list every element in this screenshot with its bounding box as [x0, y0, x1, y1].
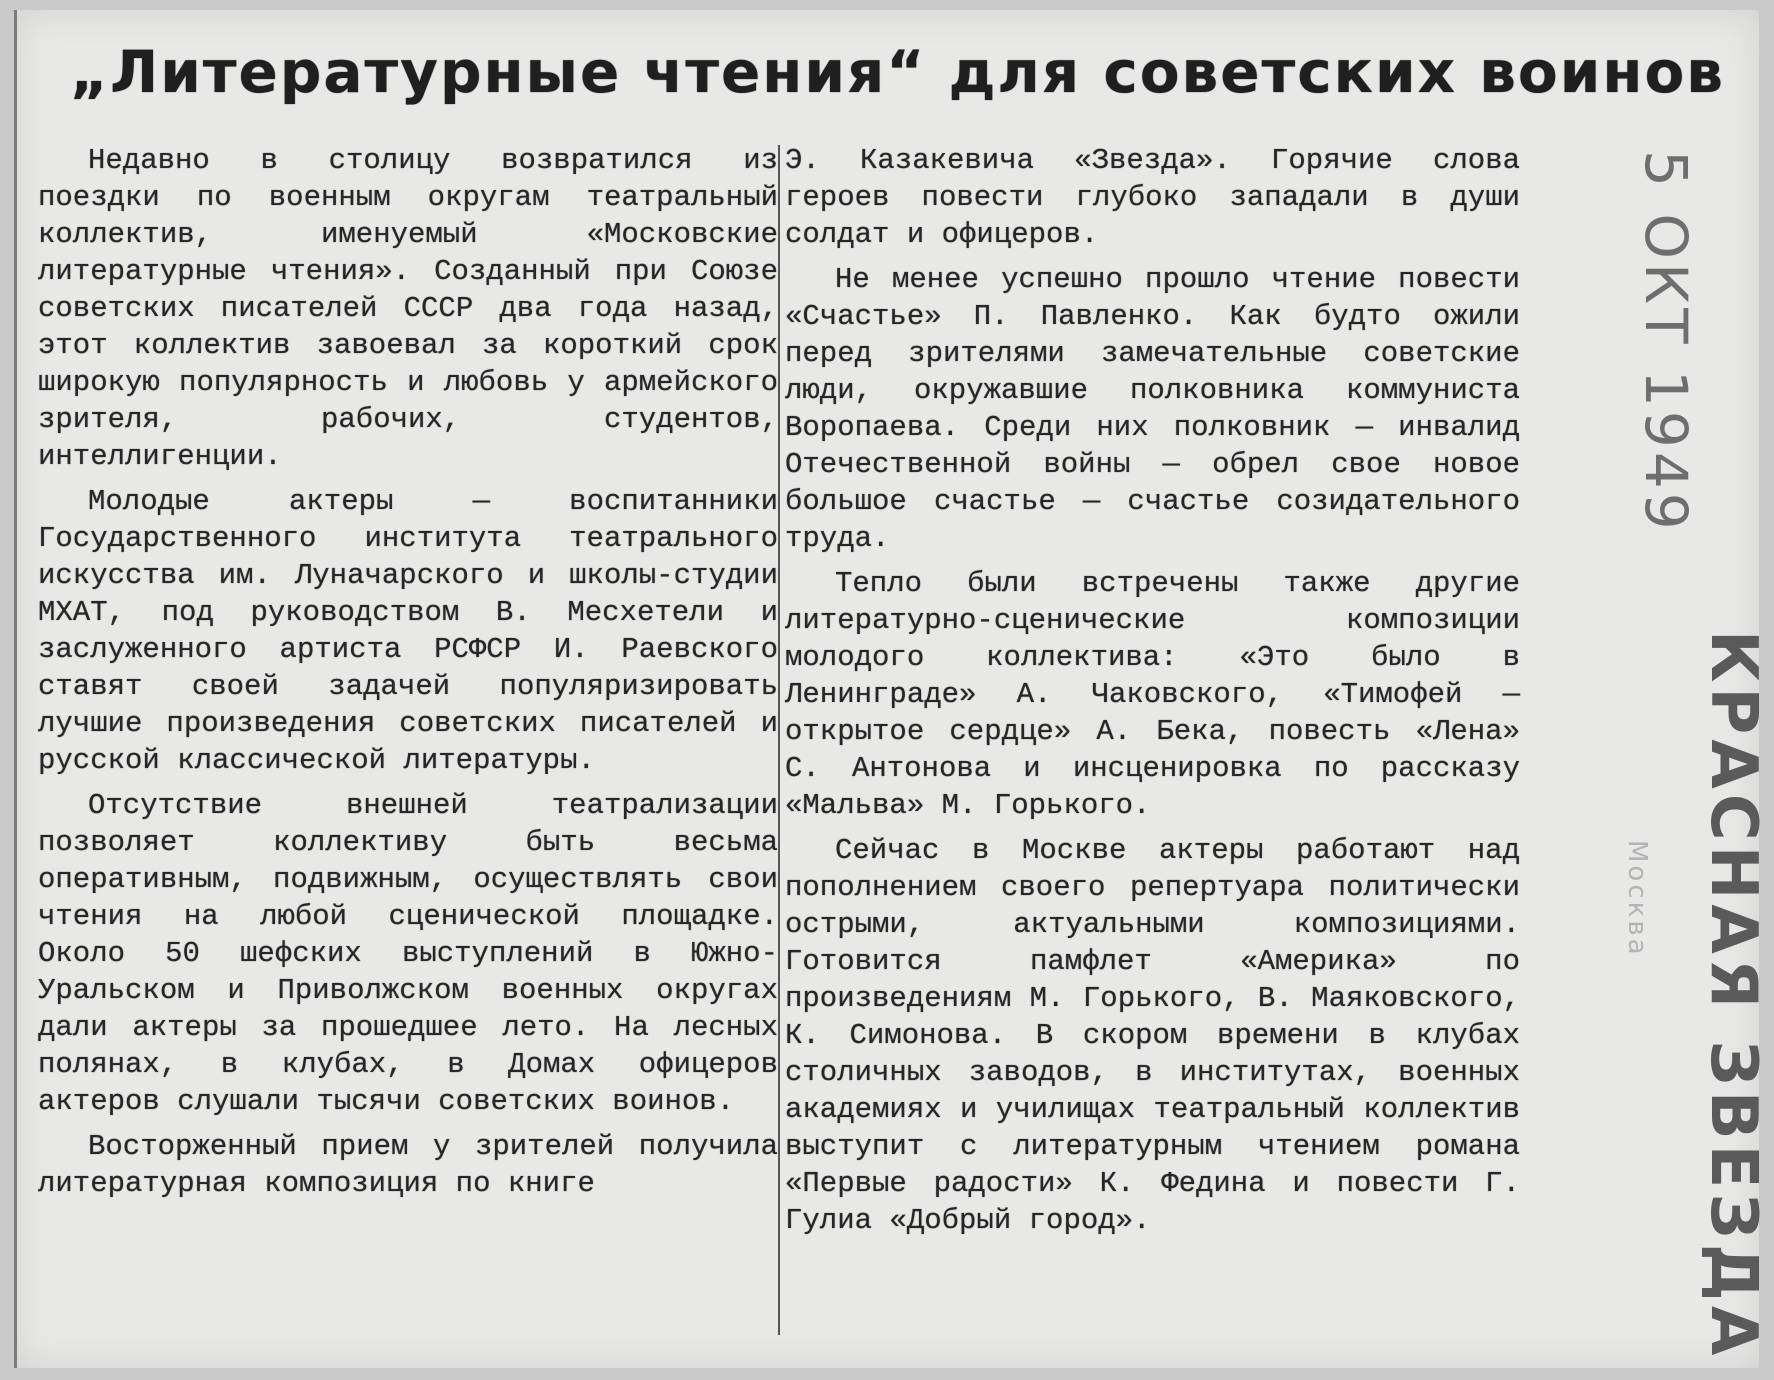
clipping-edge	[14, 10, 17, 1368]
paragraph: Молодые актеры — воспитанники Государственного института театрального искусства им. Луначарского и школы-студии МХАТ, под руководством В. Месхетели и заслуженного артиста РСФСР И. Раевского ставят своей задачей популяризировать лучшие произведения советских писателей и русской классической литературы.	[38, 485, 778, 777]
article-right-column	[785, 142, 1520, 1247]
paragraph: Тепло были встречены также другие литературно-сценические композиции молодого коллектива: «Это было в Ленинграде» А. Чаковского, «Тимофей — открытое сердце» А. Бека, повесть «Лена» С. Антонова и инсценировка по рассказу «Мальва» М. Горького.	[785, 567, 1520, 822]
article-left-column	[38, 142, 778, 1210]
paragraph: Отсутствие внешней театрализации позволяет коллективу быть весьма оперативным, подвижным, осуществлять свои чтения на любой сценической площадке. Около 50 шефских выступлений в Южно-Уральском и Приволжском военных округах дали актеры за прошедшее лето. На лесных полянах, в клубах, в Домах офицеров актеров слушали тысячи советских воинов.	[38, 789, 778, 1118]
newspaper-name-stamp: КРАСНАЯ ЗВЕЗДА	[1696, 630, 1770, 1361]
article-headline: „Литературные чтения“ для советских воинов	[70, 38, 1726, 106]
paragraph: Восторженный прием у зрителей получила литературная композиция по книге	[38, 1130, 778, 1200]
faint-stamp: Москва	[1622, 840, 1652, 958]
paragraph: Э. Казакевича «Звезда». Горячие слова героев повести глубоко западали в души солдат и офицеров.	[785, 144, 1520, 251]
paragraph: Сейчас в Москве актеры работают над пополнением своего репертуара политически острыми, актуальными композициями. Готовится памфлет «Америка» по произведениям М. Горького, В. Маяковского, К. Симонова. В скором времени в клубах столичных заводов, в институтах, военных академиях и училищах театральный коллектив выступит с литературным чтением романа «Первые радости» К. Федина и повести Г. Гулиа «Добрый город».	[785, 834, 1520, 1237]
paragraph: Не менее успешно прошло чтение повести «Счастье» П. Павленко. Как будто ожили перед зрителями замечательные советские люди, окружавшие полковника коммуниста Воропаева. Среди них полковник — инвалид Отечественной войны — обрел свое новое большое счастье — счастье созидательного труда.	[785, 263, 1520, 555]
column-divider	[778, 145, 780, 1335]
paragraph: Недавно в столицу возвратился из поездки по военным округам театральный коллектив, именуемый «Московские литературные чтения». Созданный при Союзе советских писателей СССР два года назад, этот коллектив завоевал за короткий срок широкую популярность и любовь у армейского зрителя, рабочих, студентов, интеллигенции.	[38, 144, 778, 473]
date-stamp: 5 ОКТ 1949	[1632, 150, 1700, 534]
